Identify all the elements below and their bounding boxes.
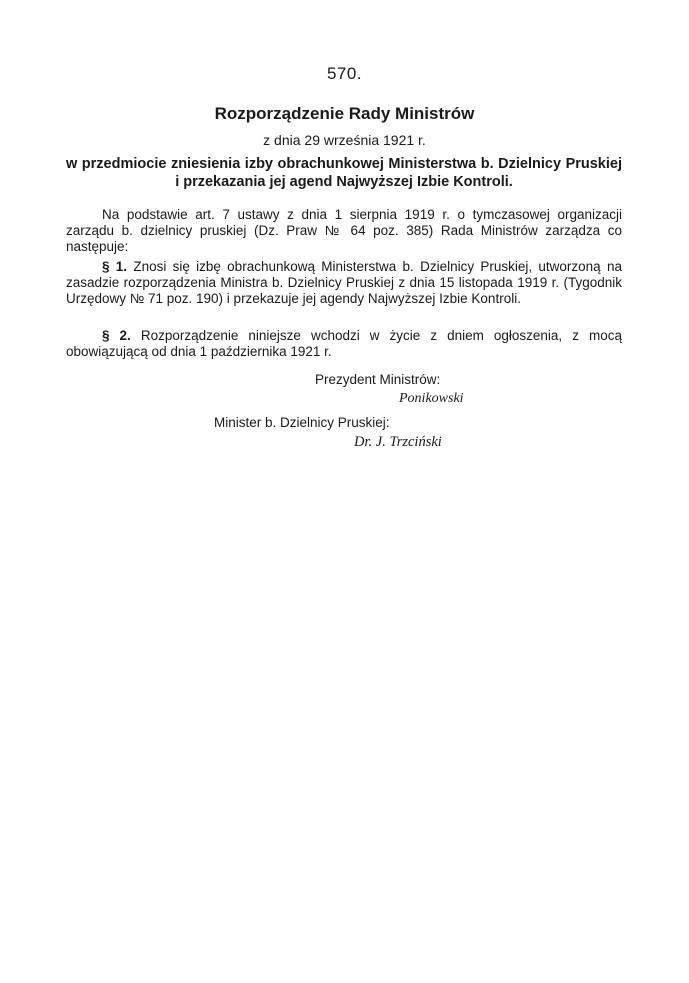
section-2-label: § 2. [102,328,131,343]
document-subject: w przedmiocie zniesienia izby obrachunkowej Ministerstwa b. Dzielnicy Pruskiej i przekazania jej agend Najwyższej Izbie Kontroli. [66,156,622,190]
intro-text: Na podstawie art. 7 ustawy z dnia 1 sierpnia 1919 r. o tymczasowej organizacji zarządu b. dzielnicy pruskiej (Dz. Praw № 64 poz. 385) Rada Ministrów zarządza co następuje: [66,207,622,254]
section-1-label: § 1. [102,259,128,274]
signatory-role-prime-minister: Prezydent Ministrów: [315,372,441,387]
intro-paragraph [66,207,622,255]
section-1-paragraph [66,259,622,307]
signatory-name-minister: Dr. J. Trzciński [354,434,442,450]
section-2-paragraph [66,328,622,360]
signatory-name-prime-minister: Ponikowski [399,391,464,406]
section-2-text: Rozporządzenie niniejsze wchodzi w życie z dniem ogłoszenia, z mocą obowiązującą od dnia 1 października 1921 r. [66,328,622,359]
document-title: Rozporządzenie Rady Ministrów [214,104,475,123]
section-1-text: Znosi się izbę obrachunkową Ministerstwa b. Dzielnicy Pruskiej, utworzoną na zasadzie rozporządzenia Ministra b. Dzielnicy Pruskiej z dnia 15 listopada 1919 r. (Tygodnik Urzędowy № 71 poz. 190) i przekazuje jej agendy Najwyższej Izbie Kontroli. [66,259,622,306]
document-number: 570. [326,64,363,83]
document-date: z dnia 29 września 1921 r. [263,132,426,148]
signatory-role-minister: Minister b. Dzielnicy Pruskiej: [214,415,390,430]
